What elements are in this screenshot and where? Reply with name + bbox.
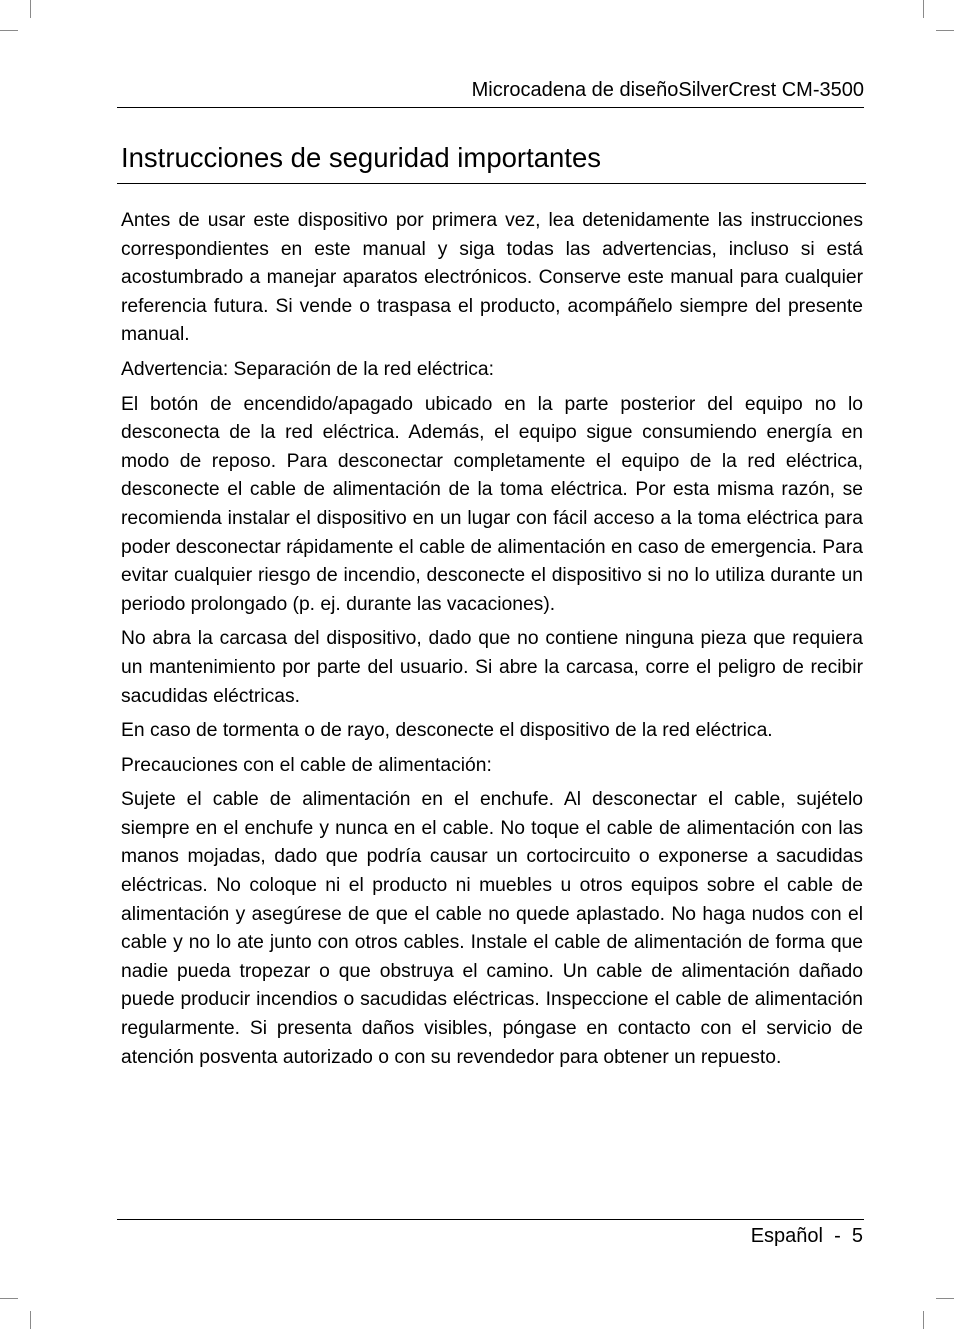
running-header: Microcadena de diseñoSilverCrest CM-3500 (471, 79, 864, 101)
power-disconnect-paragraph: El botón de encendido/apagado ubicado en la parte posterior del equipo no lo desconecta de la red eléctrica. Además, el equipo sigue consumiendo energía en modo de reposo. Para desconectar completamente el equipo de la red eléctrica, desconecte el cable de alimentación de la toma eléctrica. Por esta misma razón, se recomienda instalar el dispositivo en un lugar con fácil acceso a la toma eléctrica para poder desconectar rápidamente el cable de alimentación en caso de emergencia. Para evitar cualquier riesgo de incendio, desconecte el dispositivo si no lo utiliza durante un periodo prolongado (p. ej. durante las vacaciones). (121, 393, 863, 615)
crop-mark-top-right-horizontal (936, 30, 954, 31)
power-cable-heading: Precauciones con el cable de alimentación: (121, 754, 492, 776)
crop-mark-bottom-right (923, 1311, 924, 1329)
section-title: Instrucciones de seguridad importantes (121, 142, 601, 173)
crop-mark-top-left (30, 0, 31, 18)
body-text (121, 207, 863, 1078)
title-rule (117, 183, 866, 184)
crop-mark-bottom-left (30, 1311, 31, 1329)
housing-paragraph: No abra la carcasa del dispositivo, dado que no contiene ninguna pieza que requiera un mantenimiento por parte del usuario. Si abre la carcasa, corre el peligro de recibir sacudidas eléctricas. (121, 628, 863, 707)
crop-mark-top-right (923, 0, 924, 18)
header-rule (117, 107, 864, 108)
power-cable-paragraph: Sujete el cable de alimentación en el enchufe. Al desconectar el cable, sujételo siempre en el enchufe y nunca en el cable. No toque el cable de alimentación con las manos mojadas, dado que podría causar un cortocircuito o exponerse a sacudidas eléctricas. No coloque ni el producto ni muebles u otros equipos sobre el cable de alimentación y asegúrese de que el cable no quede aplastado. No haga nudos con el cable y no lo ate junto con otros cables. Instale el cable de alimentación de forma que nadie pueda tropezar o que obstruya el camino. Un cable de alimentación dañado puede producir incendios o sacudidas eléctricas. Inspeccione el cable de alimentación regularmente. Si presenta daños visibles, póngase en contacto con el servicio de atención posventa autorizado o con su revendedor para obtener un repuesto. (121, 789, 863, 1068)
crop-mark-bottom-right-horizontal (936, 1298, 954, 1299)
warning-heading: Advertencia: Separación de la red eléctrica: (121, 358, 494, 380)
page-label: Español - 5 (750, 1225, 863, 1247)
page-number (117, 1222, 863, 1250)
crop-mark-bottom-left-horizontal (0, 1298, 18, 1299)
intro-paragraph: Antes de usar este dispositivo por primera vez, lea detenidamente las instrucciones correspondientes en este manual y siga todas las advertencias, incluso si está acostumbrado a manejar aparatos electrónicos. Conserve este manual para cualquier referencia futura. Si vende o traspasa el producto, acompáñelo siempre del presente manual. (121, 210, 863, 346)
crop-mark-top-left-horizontal (0, 30, 18, 31)
footer-rule (117, 1219, 864, 1220)
storm-paragraph: En caso de tormenta o de rayo, desconecte el dispositivo de la red eléctrica. (121, 720, 773, 742)
